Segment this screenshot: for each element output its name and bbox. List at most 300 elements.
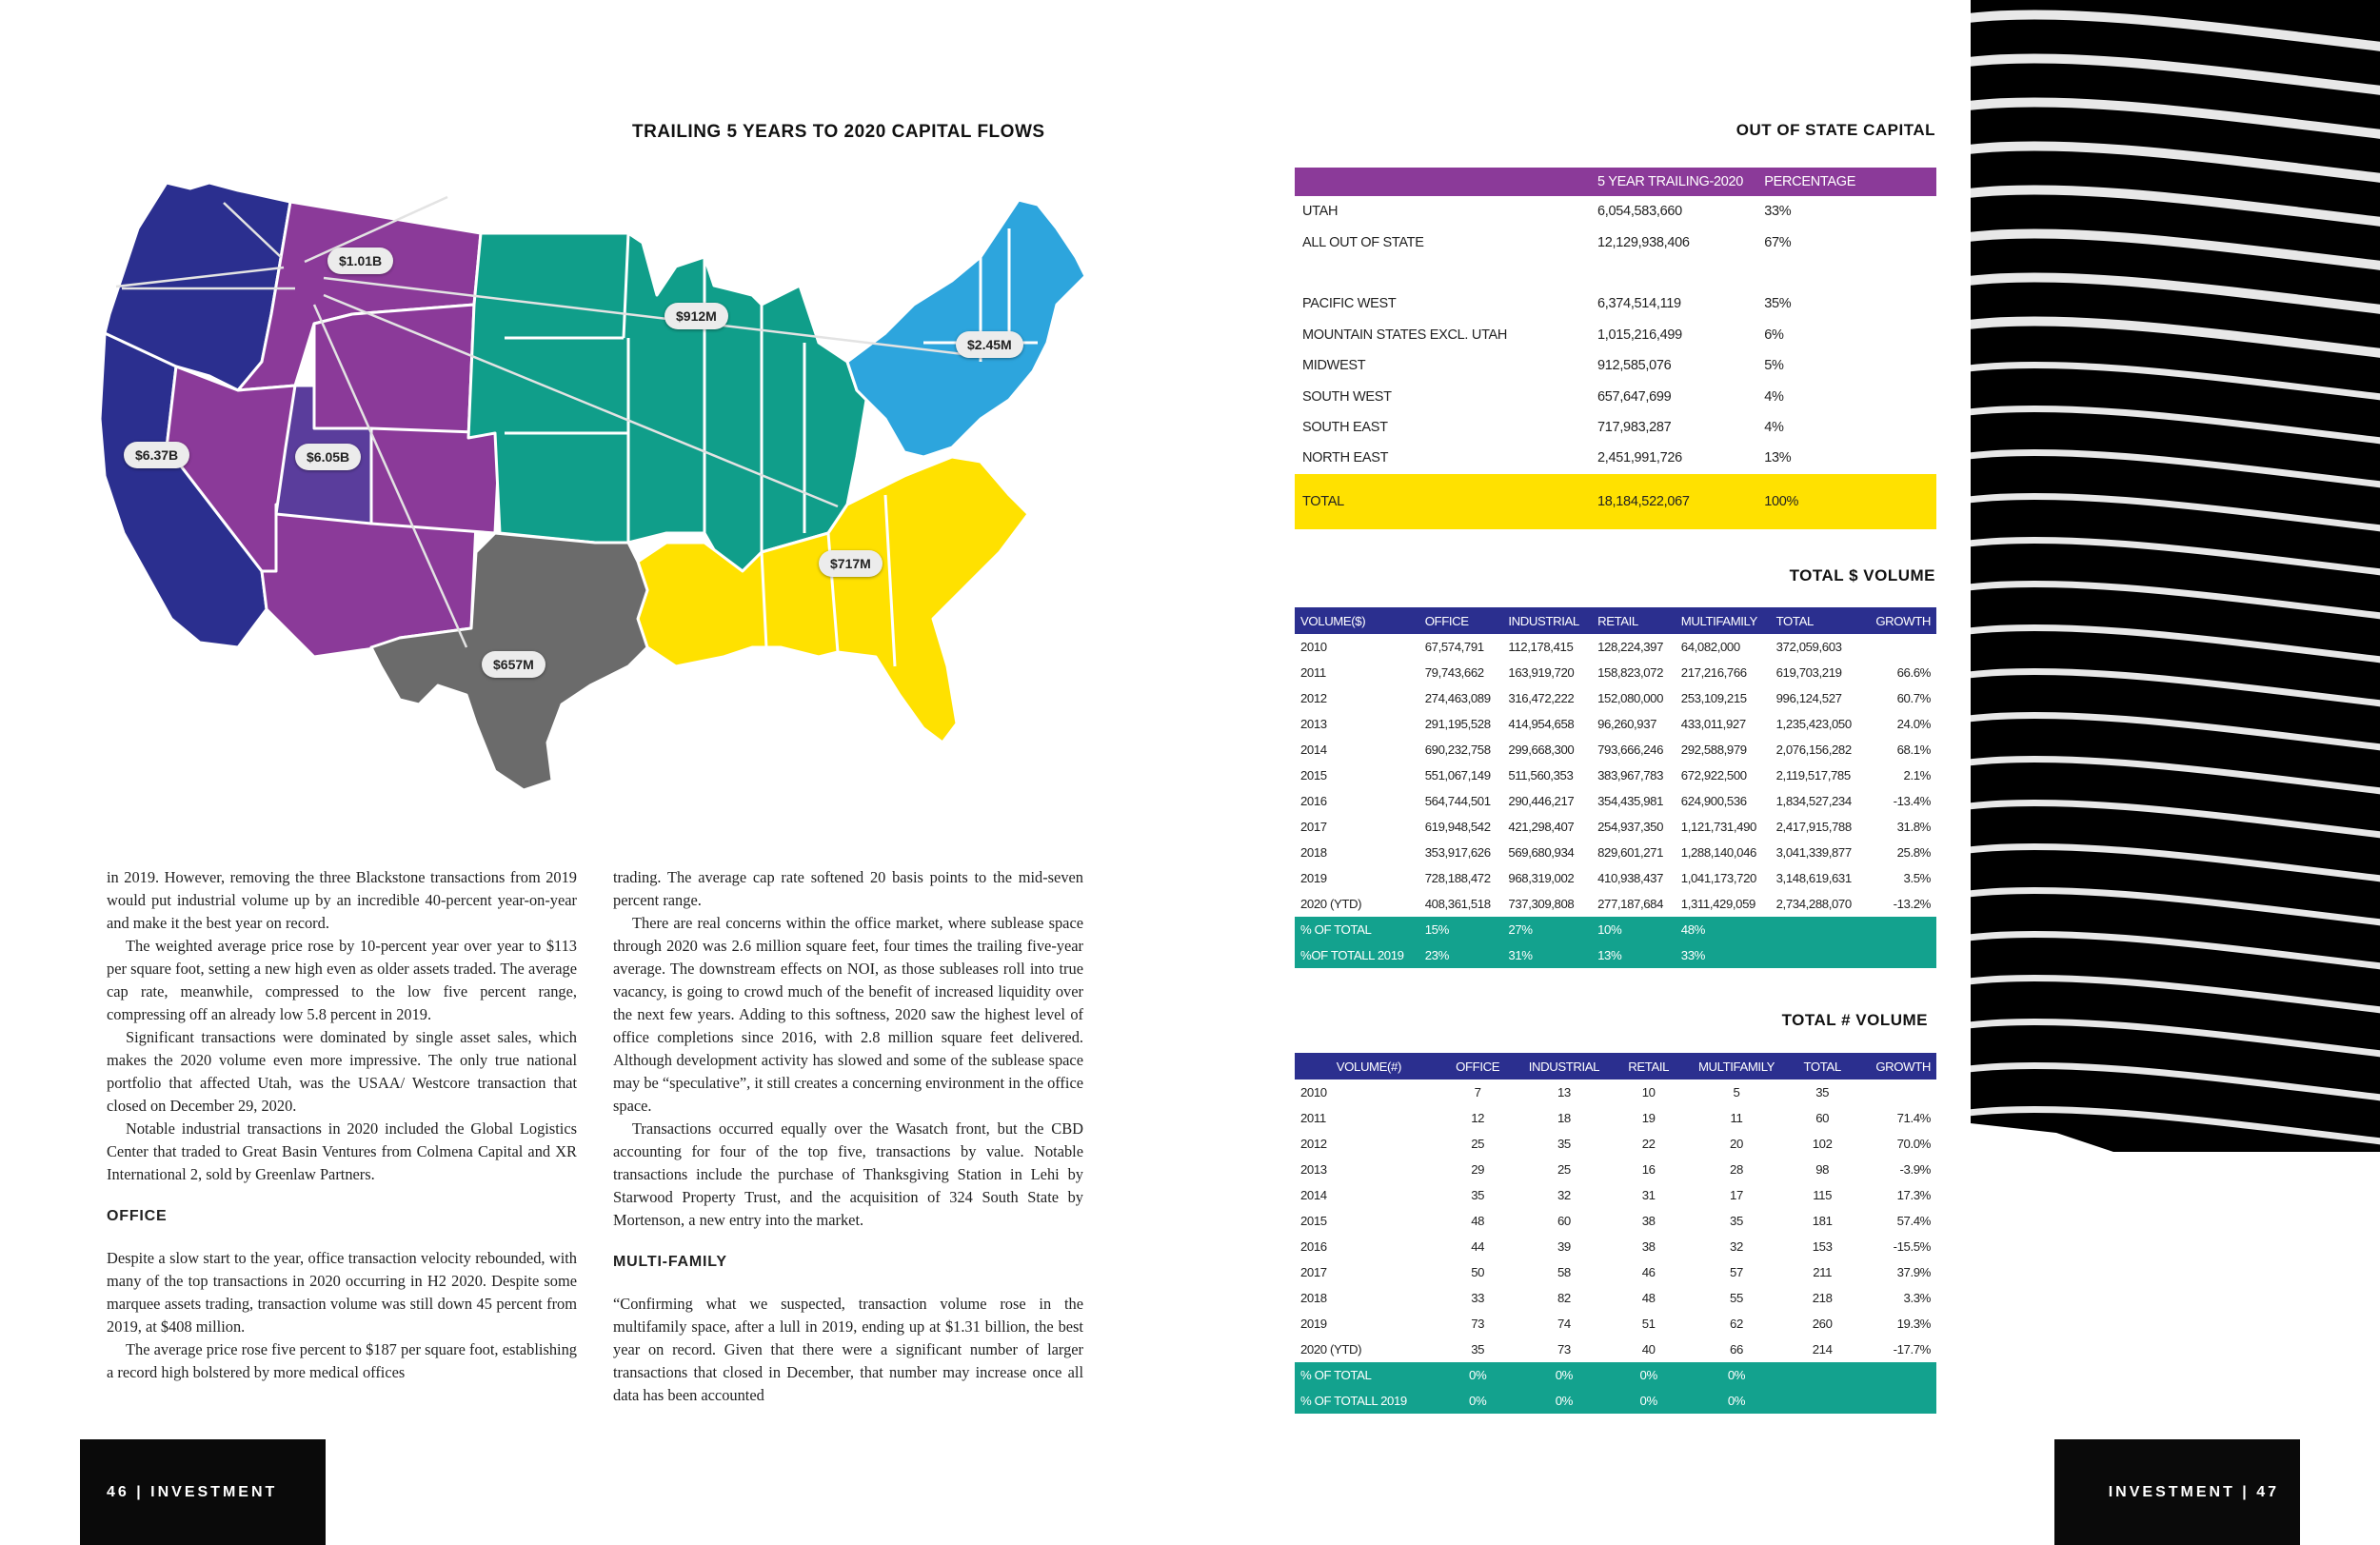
oos-cell: 13% — [1764, 450, 1792, 466]
body-column-2 — [613, 866, 1083, 1407]
oos-cell: MIDWEST — [1302, 358, 1366, 374]
vol-cell: 24.0% — [1896, 717, 1931, 731]
oos-cell: ALL OUT OF STATE — [1302, 234, 1424, 250]
vol-pct-cell: 31% — [1502, 942, 1592, 968]
count-volume-title: TOTAL # VOLUME — [1781, 1011, 1928, 1029]
office-heading: OFFICE — [107, 1208, 168, 1224]
left-page-footer — [80, 1439, 326, 1545]
num-pct-cell: % OF TOTALL 2019 — [1295, 1388, 1443, 1414]
vol-cell: 66.6% — [1896, 665, 1931, 680]
num-cell: 57 — [1730, 1265, 1743, 1279]
num-cell: 35 — [1471, 1342, 1485, 1357]
num-cell: 2015 — [1300, 1214, 1327, 1228]
num-cell: 32 — [1730, 1239, 1743, 1254]
vol-cell: 1,235,423,050 — [1775, 717, 1852, 731]
vol-cell: 2,417,915,788 — [1775, 820, 1852, 834]
num-cell: 73 — [1557, 1342, 1571, 1357]
vol-pct-cell: 23% — [1419, 942, 1503, 968]
vol-row — [1295, 711, 1936, 737]
map-label-midwest: $912M — [664, 303, 728, 329]
num-cell: 10 — [1641, 1085, 1656, 1099]
num-cell: 19 — [1641, 1111, 1656, 1125]
num-pct-row — [1295, 1362, 1936, 1388]
num-cell: 35 — [1815, 1085, 1830, 1099]
vol-cell: 3,041,339,877 — [1775, 845, 1852, 860]
num-pct-cell: 0% — [1616, 1388, 1681, 1414]
num-cell: 2018 — [1300, 1291, 1327, 1305]
num-row — [1295, 1337, 1936, 1362]
num-header-cell: RETAIL — [1616, 1053, 1681, 1080]
oos-cell: 6,374,514,119 — [1597, 296, 1681, 312]
vol-cell: 2016 — [1300, 794, 1327, 808]
vol-cell: 292,588,979 — [1680, 743, 1747, 757]
num-row — [1295, 1105, 1936, 1131]
vol-cell: 79,743,662 — [1424, 665, 1484, 680]
oos-row — [1295, 227, 1936, 257]
vol-cell: 564,744,501 — [1424, 794, 1491, 808]
vol-pct-cell: 15% — [1419, 917, 1503, 942]
vol-cell: 25.8% — [1896, 845, 1931, 860]
num-row — [1295, 1259, 1936, 1285]
vol-cell: 158,823,072 — [1597, 665, 1664, 680]
num-cell: 62 — [1730, 1317, 1743, 1331]
vol-cell: 829,601,271 — [1597, 845, 1664, 860]
region-colorado — [371, 428, 500, 533]
oos-cell: 912,585,076 — [1597, 358, 1672, 374]
num-cell: -3.9% — [1899, 1162, 1931, 1177]
num-pct-cell — [1853, 1362, 1936, 1388]
vol-pct-cell: 13% — [1592, 942, 1676, 968]
vol-row — [1295, 737, 1936, 763]
oos-cell: 2,451,991,726 — [1597, 450, 1682, 466]
region-wyoming — [314, 305, 474, 447]
oos-total-row — [1295, 474, 1936, 529]
map-title: TRAILING 5 YEARS TO 2020 CAPITAL FLOWS — [632, 122, 1045, 142]
num-cell: 60 — [1815, 1111, 1830, 1125]
dollar-volume-table-wrapper — [1295, 607, 1936, 968]
col1-paragraph-5: Despite a slow start to the year, office transaction velocity rebounded, with many of the top transactions in 2020 occurring in H2 2020. Despite some marquee assets trading, transaction volume was still down 45 percent from 2019, at $408 million. — [107, 1249, 577, 1336]
num-row — [1295, 1131, 1936, 1157]
num-cell: 35 — [1471, 1188, 1485, 1202]
oos-cell: NORTH EAST — [1302, 450, 1389, 466]
vol-cell: 737,309,808 — [1508, 897, 1575, 911]
col1-paragraph-1: in 2019. However, removing the three Blackstone transactions from 2019 would put industrial volume up by an incredible 40-percent year-on-year and make it the best year on record. — [107, 868, 577, 932]
oos-cell: 12,129,938,406 — [1597, 234, 1690, 250]
num-cell: 153 — [1812, 1239, 1833, 1254]
region-midwest — [468, 233, 866, 571]
vol-cell: 2,076,156,282 — [1775, 743, 1852, 757]
count-volume-table — [1295, 1053, 1936, 1414]
vol-cell: 793,666,246 — [1597, 743, 1664, 757]
num-header-cell: GROWTH — [1853, 1053, 1936, 1080]
oos-cell: 35% — [1764, 296, 1792, 312]
oos-row — [1295, 412, 1936, 443]
oos-total-cell: 18,184,522,067 — [1597, 493, 1690, 509]
vol-pct-cell — [1864, 942, 1936, 968]
body-column-1 — [107, 866, 577, 1384]
num-cell: 70.0% — [1896, 1137, 1931, 1151]
num-cell: 115 — [1813, 1188, 1833, 1202]
num-cell: 2020 (YTD) — [1300, 1342, 1362, 1357]
vol-cell: 2020 (YTD) — [1300, 897, 1362, 911]
num-pct-cell: 0% — [1443, 1388, 1513, 1414]
vol-cell: 511,560,353 — [1508, 768, 1574, 782]
vol-cell: -13.4% — [1893, 794, 1931, 808]
num-header-cell: TOTAL — [1792, 1053, 1853, 1080]
col2-paragraph-4: “Confirming what we suspected, transaction volume rose in the multifamily space, after a lull in 2019, ending up at $1.31 billion, the best year on record. Given that there were a significant number of larger transactions that closed in December, that number may increase once all data has been accounted — [613, 1295, 1083, 1404]
count-volume-table-wrapper — [1295, 1053, 1936, 1414]
num-cell: 57.4% — [1896, 1214, 1931, 1228]
num-row — [1295, 1208, 1936, 1234]
vol-cell: 619,948,542 — [1424, 820, 1491, 834]
vol-header-cell: MULTIFAMILY — [1676, 607, 1771, 634]
vol-pct-row — [1295, 917, 1936, 942]
num-cell: 73 — [1471, 1317, 1485, 1331]
num-cell: 12 — [1471, 1111, 1485, 1125]
vol-row — [1295, 840, 1936, 865]
dollar-volume-title: TOTAL $ VOLUME — [1789, 566, 1935, 584]
dollar-volume-table — [1295, 607, 1936, 968]
vol-cell: 372,059,603 — [1775, 640, 1842, 654]
oos-cell — [1590, 258, 1756, 288]
num-cell: -15.5% — [1893, 1239, 1931, 1254]
num-cell: 50 — [1471, 1265, 1485, 1279]
num-cell: 28 — [1730, 1162, 1743, 1177]
vol-pct-cell — [1864, 917, 1936, 942]
oos-row — [1295, 196, 1936, 227]
oos-table-wrapper — [1295, 168, 1936, 529]
num-cell: 51 — [1641, 1317, 1656, 1331]
oos-cell: 33% — [1764, 204, 1792, 220]
num-pct-cell: 0% — [1513, 1388, 1616, 1414]
num-cell: 31 — [1641, 1188, 1656, 1202]
vol-row — [1295, 891, 1936, 917]
vol-cell: 3,148,619,631 — [1775, 871, 1852, 885]
num-cell — [1853, 1080, 1936, 1105]
num-cell: 211 — [1813, 1265, 1833, 1279]
right-footer-text: INVESTMENT | 47 — [2108, 1483, 2279, 1500]
vol-cell: 408,361,518 — [1424, 897, 1491, 911]
oos-cell: 5% — [1764, 358, 1784, 374]
col1-paragraph-2: The weighted average price rose by 10-percent year over year to $113 per square foot, setting a new high even as older assets traded. The average cap rate, meanwhile, compressed to the low five percent range, compressing off an already low 5.8 percent in 2019. — [107, 937, 577, 1023]
num-cell: 35 — [1730, 1214, 1743, 1228]
oos-header-row — [1295, 168, 1936, 196]
num-cell: 17.3% — [1896, 1188, 1931, 1202]
oos-cell: 717,983,287 — [1597, 419, 1672, 435]
vol-header-cell: TOTAL — [1771, 607, 1865, 634]
num-cell: 82 — [1557, 1291, 1571, 1305]
num-pct-row — [1295, 1388, 1936, 1414]
num-cell: 2013 — [1300, 1162, 1327, 1177]
oos-cell: UTAH — [1302, 204, 1339, 220]
vol-cell: 2011 — [1300, 665, 1326, 680]
num-cell: 20 — [1730, 1137, 1743, 1151]
vol-cell: 1,834,527,234 — [1775, 794, 1852, 808]
map-label-mountain: $1.01B — [327, 248, 393, 274]
num-row — [1295, 1285, 1936, 1311]
vol-cell: 64,082,000 — [1680, 640, 1740, 654]
vol-cell: 2017 — [1300, 820, 1327, 834]
num-pct-cell — [1853, 1388, 1936, 1414]
vol-cell: 1,121,731,490 — [1680, 820, 1756, 834]
vol-header-row — [1295, 607, 1936, 634]
vol-cell: 1,311,429,059 — [1680, 897, 1755, 911]
num-header-cell: MULTIFAMILY — [1681, 1053, 1792, 1080]
col2-paragraph-3: Transactions occurred equally over the Wasatch front, but the CBD accounting for four of the top five, transactions by value. Notable transactions include the purchase of Thanksgiving Station in Lehi by Starwood Property Trust, and the acquisition of 324 South State by Mortenson, a new entry into the market. — [613, 1119, 1083, 1229]
vol-cell: 128,224,397 — [1597, 640, 1664, 654]
vol-cell: 277,187,684 — [1597, 897, 1664, 911]
vol-cell: 619,703,219 — [1775, 665, 1842, 680]
num-pct-cell: 0% — [1616, 1362, 1681, 1388]
num-row — [1295, 1234, 1936, 1259]
oos-row — [1295, 350, 1936, 381]
oos-cell — [1295, 258, 1590, 288]
us-capital-flow-map — [95, 171, 1104, 809]
vol-pct-cell — [1771, 917, 1865, 942]
vol-cell: 254,937,350 — [1597, 820, 1664, 834]
vol-row — [1295, 634, 1936, 660]
vol-cell: 291,195,528 — [1424, 717, 1491, 731]
vol-cell: 3.5% — [1903, 871, 1931, 885]
col1-paragraph-3: Significant transactions were dominated by single asset sales, which makes the 2020 volume even more impressive. The only true national portfolio that affected Utah, was the USAA/ Westcore transaction that closed on December 29, 2020. — [107, 1028, 577, 1115]
oos-title: OUT OF STATE CAPITAL — [1735, 121, 1935, 139]
map-label-utah: $6.05B — [295, 444, 361, 470]
vol-header-cell: OFFICE — [1419, 607, 1503, 634]
col2-paragraph-2: There are real concerns within the office market, where sublease space through 2020 was 2.6 million square feet, four times the trailing five-year average. The downstream effects on NOI, as those subleases roll into true vacancy, is going to crowd much of the benefit of increased liquidity over the next few years. Adding to this softness, 2020 saw the highest level of office completions since 2016, with 2.8 million square feet delivered. Although development activity has slowed and some of the sublease space may be “speculative”, it still creates a concerning environment in the office space. — [613, 914, 1083, 1115]
num-cell: 13 — [1557, 1085, 1571, 1099]
num-cell: 29 — [1471, 1162, 1485, 1177]
col2-paragraph-1: trading. The average cap rate softened 20 basis points to the mid-seven percent range. — [613, 868, 1083, 909]
oos-cell — [1756, 258, 1936, 288]
vol-cell: 60.7% — [1896, 691, 1931, 705]
num-header-cell: VOLUME(#) — [1295, 1053, 1443, 1080]
oos-cell: SOUTH WEST — [1302, 388, 1392, 405]
vol-row — [1295, 685, 1936, 711]
num-cell: 35 — [1557, 1137, 1571, 1151]
num-row — [1295, 1182, 1936, 1208]
vol-cell: 2019 — [1300, 871, 1327, 885]
left-footer-text: 46 | INVESTMENT — [107, 1483, 278, 1500]
num-cell: 46 — [1641, 1265, 1656, 1279]
num-cell: 22 — [1641, 1137, 1656, 1151]
num-cell: 58 — [1557, 1265, 1571, 1279]
col1-paragraph-4: Notable industrial transactions in 2020 included the Global Logistics Center that traded to Great Basin Ventures from Colmena Capital and XR International 2, sold by Greenlaw Partners. — [107, 1119, 577, 1183]
vol-cell: 68.1% — [1896, 743, 1931, 757]
vol-cell: 690,232,758 — [1424, 743, 1491, 757]
vol-cell: 299,668,300 — [1508, 743, 1575, 757]
num-cell: 214 — [1812, 1342, 1833, 1357]
num-cell: 218 — [1812, 1291, 1833, 1305]
num-cell: 5 — [1733, 1085, 1740, 1099]
vol-header-cell: GROWTH — [1864, 607, 1936, 634]
num-cell: 98 — [1815, 1162, 1830, 1177]
vol-pct-cell: 48% — [1676, 917, 1771, 942]
oos-total-cell: 100% — [1764, 493, 1799, 509]
num-cell: 2019 — [1300, 1317, 1327, 1331]
oos-cell: 657,647,699 — [1597, 388, 1672, 405]
num-cell: 48 — [1641, 1291, 1656, 1305]
num-cell: 2011 — [1300, 1111, 1326, 1125]
oos-cell: MOUNTAIN STATES EXCL. UTAH — [1302, 327, 1508, 343]
vol-cell: 2018 — [1300, 845, 1327, 860]
vol-cell: 31.8% — [1896, 820, 1931, 834]
vol-cell: 2013 — [1300, 717, 1327, 731]
num-pct-cell — [1792, 1388, 1853, 1414]
oos-row — [1295, 443, 1936, 473]
vol-cell: 163,919,720 — [1508, 665, 1575, 680]
oos-cell: PACIFIC WEST — [1302, 296, 1397, 312]
vol-cell: -13.2% — [1893, 897, 1931, 911]
vol-row — [1295, 788, 1936, 814]
vol-cell: 67,574,791 — [1424, 640, 1484, 654]
num-cell: 2014 — [1300, 1188, 1327, 1202]
vol-cell: 421,298,407 — [1508, 820, 1575, 834]
right-page-footer — [2054, 1439, 2300, 1545]
vol-cell: 353,917,626 — [1424, 845, 1491, 860]
vol-cell: 2,119,517,785 — [1775, 768, 1851, 782]
num-header-cell: OFFICE — [1443, 1053, 1513, 1080]
vol-pct-cell — [1771, 942, 1865, 968]
oos-row — [1295, 381, 1936, 411]
num-cell: 181 — [1812, 1214, 1833, 1228]
num-row — [1295, 1157, 1936, 1182]
num-cell: 38 — [1641, 1214, 1656, 1228]
vol-cell: 2014 — [1300, 743, 1327, 757]
oos-cell: 6,054,583,660 — [1597, 204, 1682, 220]
num-cell: 2017 — [1300, 1265, 1327, 1279]
vol-row — [1295, 660, 1936, 685]
vol-cell: 2.1% — [1903, 768, 1931, 782]
vol-header-cell: VOLUME($) — [1295, 607, 1419, 634]
num-cell: 2010 — [1300, 1085, 1327, 1099]
num-cell: 38 — [1641, 1239, 1656, 1254]
vol-cell: 1,041,173,720 — [1680, 871, 1756, 885]
num-cell: 18 — [1557, 1111, 1571, 1125]
vol-cell: 624,900,536 — [1680, 794, 1747, 808]
num-cell: 60 — [1557, 1214, 1571, 1228]
oos-cell: 4% — [1764, 388, 1784, 405]
vol-cell: 217,216,766 — [1680, 665, 1747, 680]
oos-row — [1295, 258, 1936, 288]
vol-cell: 2015 — [1300, 768, 1327, 782]
num-pct-cell — [1792, 1362, 1853, 1388]
oos-cell: 67% — [1764, 234, 1792, 250]
num-cell: 260 — [1812, 1317, 1833, 1331]
oos-header-cell: 5 YEAR TRAILING-2020 — [1597, 174, 1744, 189]
num-cell: 11 — [1730, 1111, 1743, 1125]
vol-cell: 569,680,934 — [1508, 845, 1575, 860]
vol-row — [1295, 865, 1936, 891]
map-label-southeast: $717M — [819, 550, 883, 577]
num-cell: 37.9% — [1896, 1265, 1931, 1279]
vol-cell: 551,067,149 — [1424, 768, 1491, 782]
num-cell: 74 — [1557, 1317, 1571, 1331]
vol-cell: 968,319,002 — [1508, 871, 1575, 885]
num-row — [1295, 1080, 1936, 1105]
oos-row — [1295, 288, 1936, 319]
num-cell: 16 — [1641, 1162, 1656, 1177]
vol-header-cell: INDUSTRIAL — [1502, 607, 1592, 634]
num-cell: 19.3% — [1896, 1317, 1931, 1331]
vol-cell: 253,109,215 — [1680, 691, 1747, 705]
num-cell: 32 — [1557, 1188, 1571, 1202]
vol-pct-cell: % OF TOTAL — [1295, 917, 1419, 942]
vol-row — [1295, 763, 1936, 788]
vol-cell — [1864, 634, 1936, 660]
vol-cell: 433,011,927 — [1680, 717, 1746, 731]
num-pct-cell: 0% — [1681, 1388, 1792, 1414]
num-row — [1295, 1311, 1936, 1337]
oos-header-cell — [1295, 168, 1590, 196]
num-cell: 25 — [1471, 1137, 1485, 1151]
num-cell: 17 — [1730, 1188, 1743, 1202]
vol-pct-cell: 27% — [1502, 917, 1592, 942]
vol-cell: 112,178,415 — [1508, 640, 1574, 654]
num-cell: 2016 — [1300, 1239, 1327, 1254]
num-cell: 25 — [1557, 1162, 1571, 1177]
oos-total-cell: TOTAL — [1302, 493, 1344, 509]
num-cell: 40 — [1641, 1342, 1656, 1357]
num-cell: 2012 — [1300, 1137, 1327, 1151]
architecture-photo — [1971, 0, 2380, 1152]
num-cell: 44 — [1471, 1239, 1485, 1254]
vol-row — [1295, 814, 1936, 840]
num-header-row — [1295, 1053, 1936, 1080]
num-cell: 102 — [1812, 1137, 1833, 1151]
oos-cell: 6% — [1764, 327, 1784, 343]
col1-paragraph-6: The average price rose five percent to $187 per square foot, establishing a record high bolstered by more medical offices — [107, 1340, 577, 1381]
vol-cell: 414,954,658 — [1508, 717, 1575, 731]
oos-cell: SOUTH EAST — [1302, 419, 1388, 435]
num-header-cell: INDUSTRIAL — [1513, 1053, 1616, 1080]
map-label-southwest: $657M — [482, 651, 545, 678]
vol-cell: 96,260,937 — [1597, 717, 1657, 731]
map-label-northeast: $2.45M — [956, 331, 1023, 358]
vol-cell: 290,446,217 — [1508, 794, 1575, 808]
vol-pct-cell: %OF TOTALL 2019 — [1295, 942, 1419, 968]
num-cell: -17.7% — [1893, 1342, 1931, 1357]
num-pct-cell: 0% — [1443, 1362, 1513, 1388]
vol-cell: 410,938,437 — [1597, 871, 1664, 885]
num-cell: 33 — [1471, 1291, 1485, 1305]
num-cell: 55 — [1730, 1291, 1743, 1305]
vol-cell: 1,288,140,046 — [1680, 845, 1756, 860]
num-cell: 7 — [1474, 1085, 1481, 1099]
multifamily-heading: MULTI-FAMILY — [613, 1254, 727, 1270]
out-of-state-capital-table — [1295, 168, 1936, 529]
oos-cell: 4% — [1764, 419, 1784, 435]
vol-cell: 2012 — [1300, 691, 1327, 705]
vol-pct-cell: 33% — [1676, 942, 1771, 968]
num-pct-cell: % OF TOTAL — [1295, 1362, 1443, 1388]
vol-cell: 152,080,000 — [1597, 691, 1664, 705]
num-cell: 71.4% — [1896, 1111, 1931, 1125]
vol-cell: 2,734,288,070 — [1775, 897, 1852, 911]
oos-cell: 1,015,216,499 — [1597, 327, 1682, 343]
num-pct-cell: 0% — [1513, 1362, 1616, 1388]
vol-cell: 316,472,222 — [1508, 691, 1575, 705]
vol-cell: 996,124,527 — [1775, 691, 1842, 705]
vol-pct-cell: 10% — [1592, 917, 1676, 942]
num-cell: 39 — [1557, 1239, 1571, 1254]
vol-cell: 354,435,981 — [1597, 794, 1664, 808]
vol-cell: 728,188,472 — [1424, 871, 1491, 885]
vol-cell: 274,463,089 — [1424, 691, 1491, 705]
num-cell: 3.3% — [1903, 1291, 1931, 1305]
vol-cell: 2010 — [1300, 640, 1327, 654]
oos-header-cell: PERCENTAGE — [1764, 174, 1856, 189]
region-northeast — [847, 200, 1085, 457]
